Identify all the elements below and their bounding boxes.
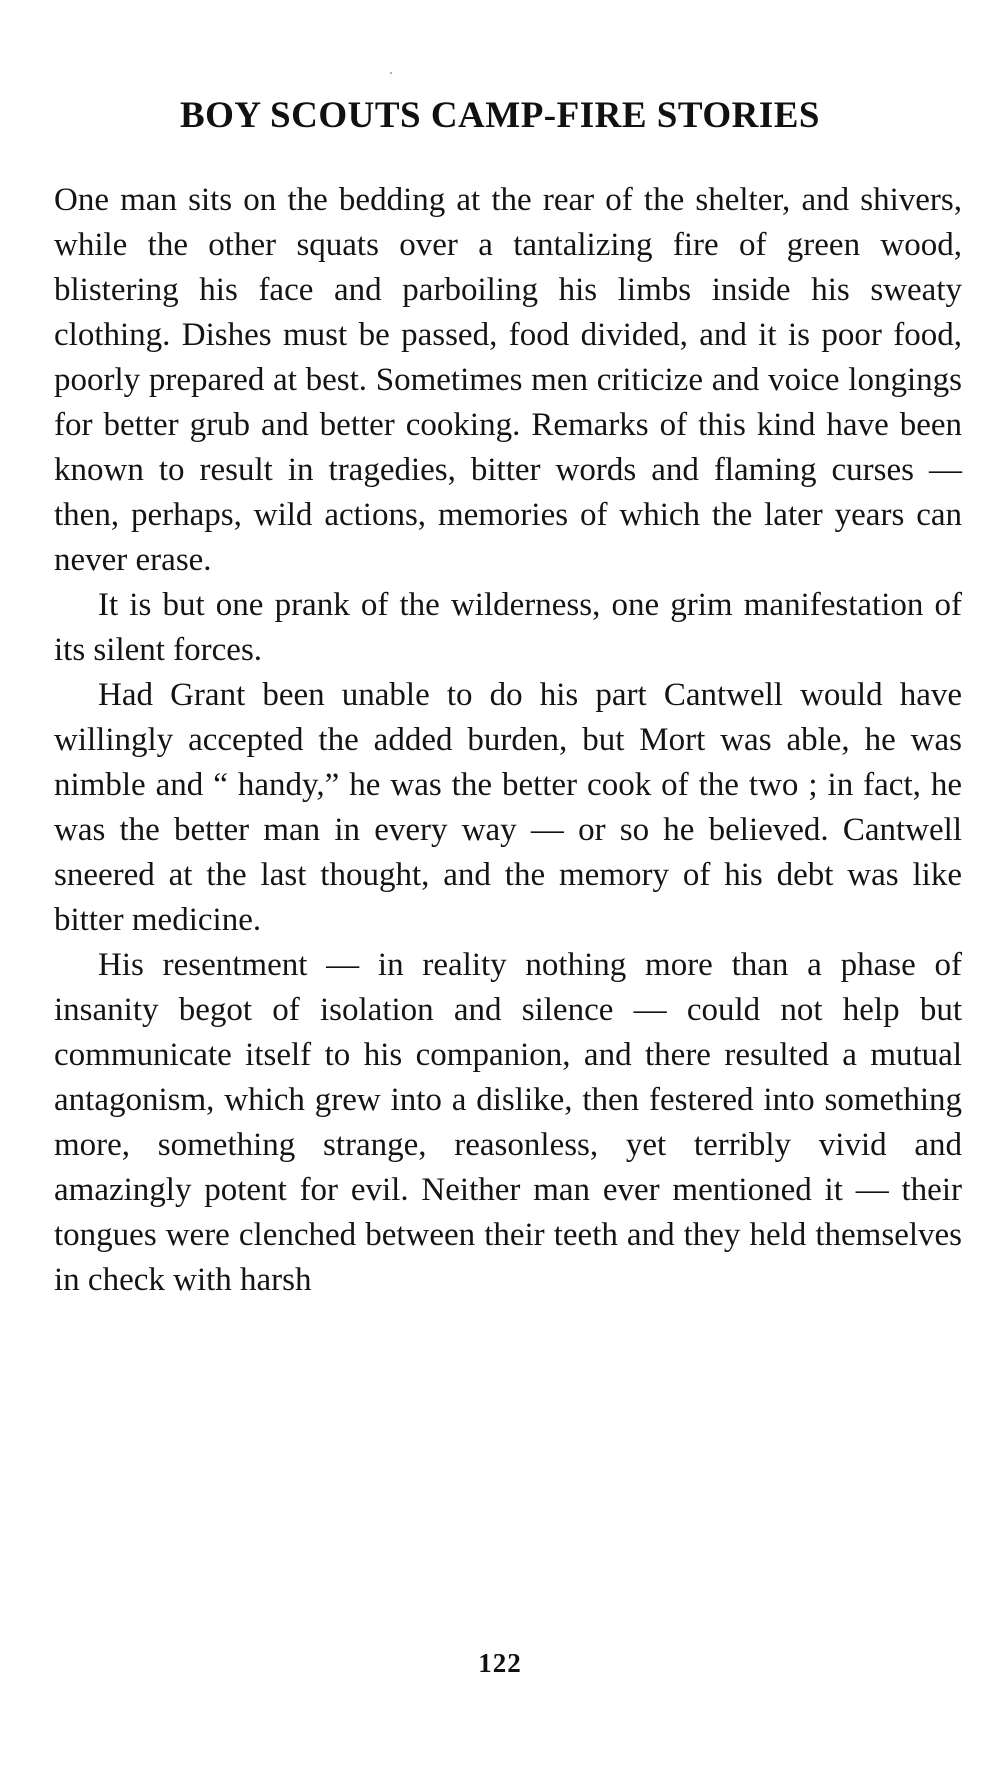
paragraph: Had Grant been unable to do his part Cantwell would have willingly accepted the added burden, but Mort was able, he was nimble and “ handy,” he was the better cook of the two ; in fact, he was the better man in every way — or so he believed. Cantwell sneered at the last thought, and the memory of his debt was like bitter medicine. — [54, 677, 962, 938]
paragraph: One man sits on the bedding at the rear of the shelter, and shivers, while the other squats over a tantalizing fire of green wood, blistering his face and parboiling his limbs inside his sweaty clothing. Dishes must be passed, food divided, and it is poor food, poorly prepared at best. Sometimes men criticize and voice longings for better grub and better cooking. Remarks of this kind have been known to result in tragedies, bitter words and flaming curses — then, perhaps, wild actions, memories of which the later years can never erase. — [54, 182, 962, 578]
paragraph: His resentment — in reality nothing more than a phase of insanity begot of isolation and silence — could not help but communicate itself to his companion, and there resulted a mutual antagonism, which grew into a dislike, then festered into something more, something strange, reasonless, yet terribly vivid and amazingly potent for evil. Neither man ever mentioned it — their tongues were clenched between their teeth and they held themselves in check with harsh — [54, 947, 962, 1298]
running-title: BOY SCOUTS CAMP-FIRE STORIES — [179, 95, 821, 136]
page-number: 122 — [478, 1648, 522, 1678]
paragraph: It is but one prank of the wilderness, one grim manifestation of its silent forces. — [54, 587, 962, 668]
ink-speck — [390, 72, 392, 74]
page-body — [54, 178, 962, 1303]
